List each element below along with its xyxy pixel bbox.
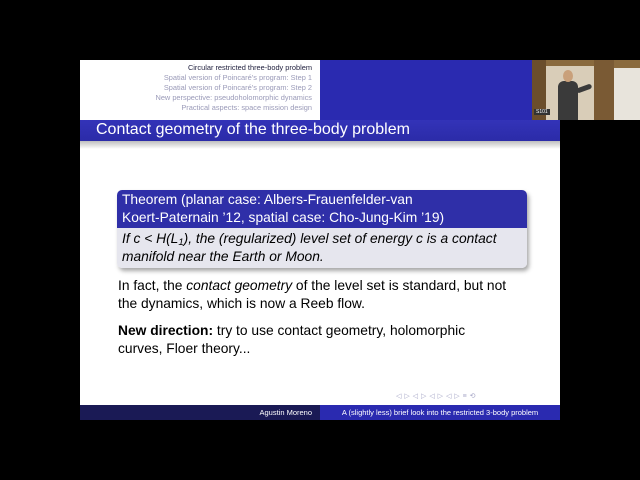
paragraph-2-line-2: curves, Floer theory... xyxy=(118,341,251,356)
camera-wall-middle xyxy=(594,60,614,120)
paragraph-2-line-1 xyxy=(118,322,465,340)
speaker-head xyxy=(563,70,573,82)
paragraph-1-line-2: the dynamics, which is now a Reeb flow. xyxy=(118,296,365,311)
nav-section-3[interactable]: Spatial version of Poincaré’s program: Step 2 xyxy=(163,83,312,92)
navigation-panel xyxy=(80,60,320,120)
paragraph-2-bold: New direction: xyxy=(118,323,214,338)
theorem-body xyxy=(117,228,527,268)
camera-board-right xyxy=(614,68,640,120)
nav-section-1[interactable]: Circular restricted three-body problem xyxy=(187,63,312,72)
slide-title: Contact geometry of the three-body problem xyxy=(96,121,410,138)
theorem-header xyxy=(117,190,527,228)
header-band xyxy=(320,60,560,120)
paragraph-1-emphasis: contact geometry xyxy=(186,278,293,293)
footer-author: Agustin Moreno xyxy=(259,408,312,417)
speaker-camera-overlay xyxy=(532,60,640,120)
footer-title-band xyxy=(320,405,560,420)
nav-section-5[interactable]: Practical aspects: space mission design xyxy=(181,103,312,112)
paragraph-1-prefix: In fact, the xyxy=(118,278,187,293)
footer-author-band xyxy=(80,405,320,420)
theorem-block xyxy=(117,190,527,268)
slide-title-bar xyxy=(80,120,560,141)
footer-title: A (slightly less) brief look into the restricted 3-body problem xyxy=(341,408,539,417)
theorem-header-line-2: Koert-Paternain ’12, spatial case: Cho-Jung-Kim ’19) xyxy=(122,210,445,225)
nav-section-4[interactable]: New perspective: pseudoholomorphic dynamics xyxy=(155,93,312,102)
paragraph-2-rest: try to use contact geometry, holomorphic xyxy=(213,323,466,338)
theorem-body-line-2: manifold near the Earth or Moon. xyxy=(122,249,324,264)
beamer-navigation-symbols[interactable]: ◁ ▷ ◁ ▷ ◁ ▷ ◁ ▷ ≡ ⟲ xyxy=(396,393,477,400)
theorem-statement: ), the (regularized) level set of energy c is a contact xyxy=(183,231,497,246)
theorem-condition: If c < H(L xyxy=(122,231,179,246)
camera-badge: S101 xyxy=(536,109,548,115)
paragraph-1-suffix: of the level set is standard, but not xyxy=(292,278,507,293)
paragraph-1-line-1 xyxy=(118,277,506,295)
theorem-subscript: 1 xyxy=(178,237,184,248)
nav-section-2[interactable]: Spatial version of Poincaré’s program: Step 1 xyxy=(163,73,312,82)
title-shadow xyxy=(80,141,560,149)
speaker-body xyxy=(558,81,578,120)
presentation-slide xyxy=(80,60,560,420)
theorem-header-line-1: Theorem (planar case: Albers-Frauenfelder-van xyxy=(122,192,413,207)
